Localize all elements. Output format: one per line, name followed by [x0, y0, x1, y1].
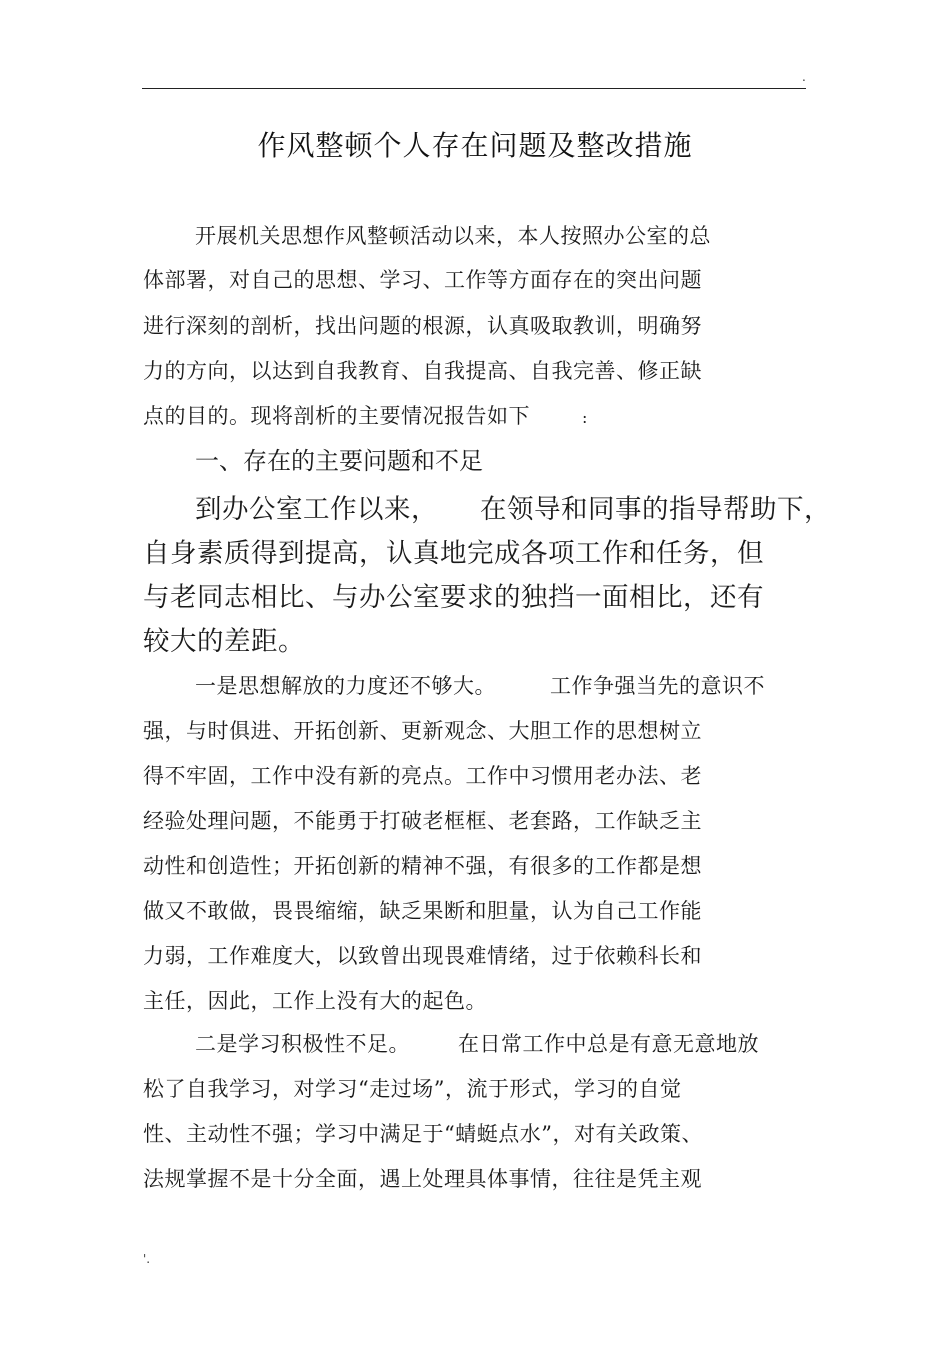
point1-line: 力弱，工作难度大，以致曾出现畏难情绪，过于依赖科长和 — [143, 944, 702, 968]
summary-line — [195, 487, 831, 526]
point2-line-end: 在日常工作中总是有意无意地放 — [458, 1032, 759, 1056]
point2-line: 法规掌握不是十分全面，遇上处理具体事情，往往是凭主观 — [143, 1167, 702, 1191]
point1-line: 动性和创造性；开拓创新的精神不强，有很多的工作都是想 — [143, 854, 702, 878]
document-title: 作风整顿个人存在问题及整改措施 — [257, 129, 693, 162]
point2-heading: 二是学习积极性不足。 — [195, 1032, 410, 1056]
footer-mark: '. — [143, 1252, 151, 1266]
point1-line: 做又不敢做，畏畏缩缩，缺乏果断和胆量，认为自己工作能 — [143, 899, 702, 923]
point1-line: 主任，因此，工作上没有大的起色。 — [143, 989, 487, 1013]
summary-line-start: 到办公室工作以来， — [195, 494, 438, 525]
point1-heading: 一是思想解放的力度还不够大。 — [195, 674, 496, 698]
summary-line: 较大的差距。 — [143, 626, 305, 657]
point2-line: 松了自我学习，对学习“走过场”，流于形式，学习的自觉 — [143, 1077, 682, 1101]
summary-line: 与老同志相比、与办公室要求的独挡一面相比，还有 — [143, 582, 764, 613]
header-rule — [142, 88, 806, 89]
point1-line: 经验处理问题，不能勇于打破老框框、老套路，工作缺乏主 — [143, 809, 702, 833]
intro-last-text: 点的目的。现将剖析的主要情况报告如下 — [143, 404, 530, 428]
point1-line: 强，与时俱进、开拓创新、更新观念、大胆工作的思想树立 — [143, 719, 702, 743]
summary-line: 自身素质得到提高，认真地完成各项工作和任务，但 — [143, 538, 764, 569]
intro-line — [143, 400, 588, 430]
summary-line-end: 在领导和同事的指导帮助下， — [480, 494, 831, 525]
header-mark: . — [802, 70, 806, 84]
point2-line — [195, 1028, 759, 1058]
intro-line: 力的方向，以达到自我教育、自我提高、自我完善、修正缺 — [143, 359, 702, 383]
intro-line: 开展机关思想作风整顿活动以来，本人按照办公室的总 — [195, 224, 711, 248]
intro-line: 体部署，对自己的思想、学习、工作等方面存在的突出问题 — [143, 268, 702, 292]
point2-line: 性、主动性不强；学习中满足于“蜻蜓点水”，对有关政策、 — [143, 1122, 703, 1146]
section-heading: 一、存在的主要问题和不足 — [195, 447, 483, 475]
point1-line-end: 工作争强当先的意识不 — [550, 674, 765, 698]
intro-colon: : — [582, 408, 588, 427]
intro-line: 进行深刻的剖析，找出问题的根源，认真吸取教训，明确努 — [143, 314, 702, 338]
point1-line — [195, 670, 765, 700]
point1-line: 得不牢固，工作中没有新的亮点。工作中习惯用老办法、老 — [143, 764, 702, 788]
